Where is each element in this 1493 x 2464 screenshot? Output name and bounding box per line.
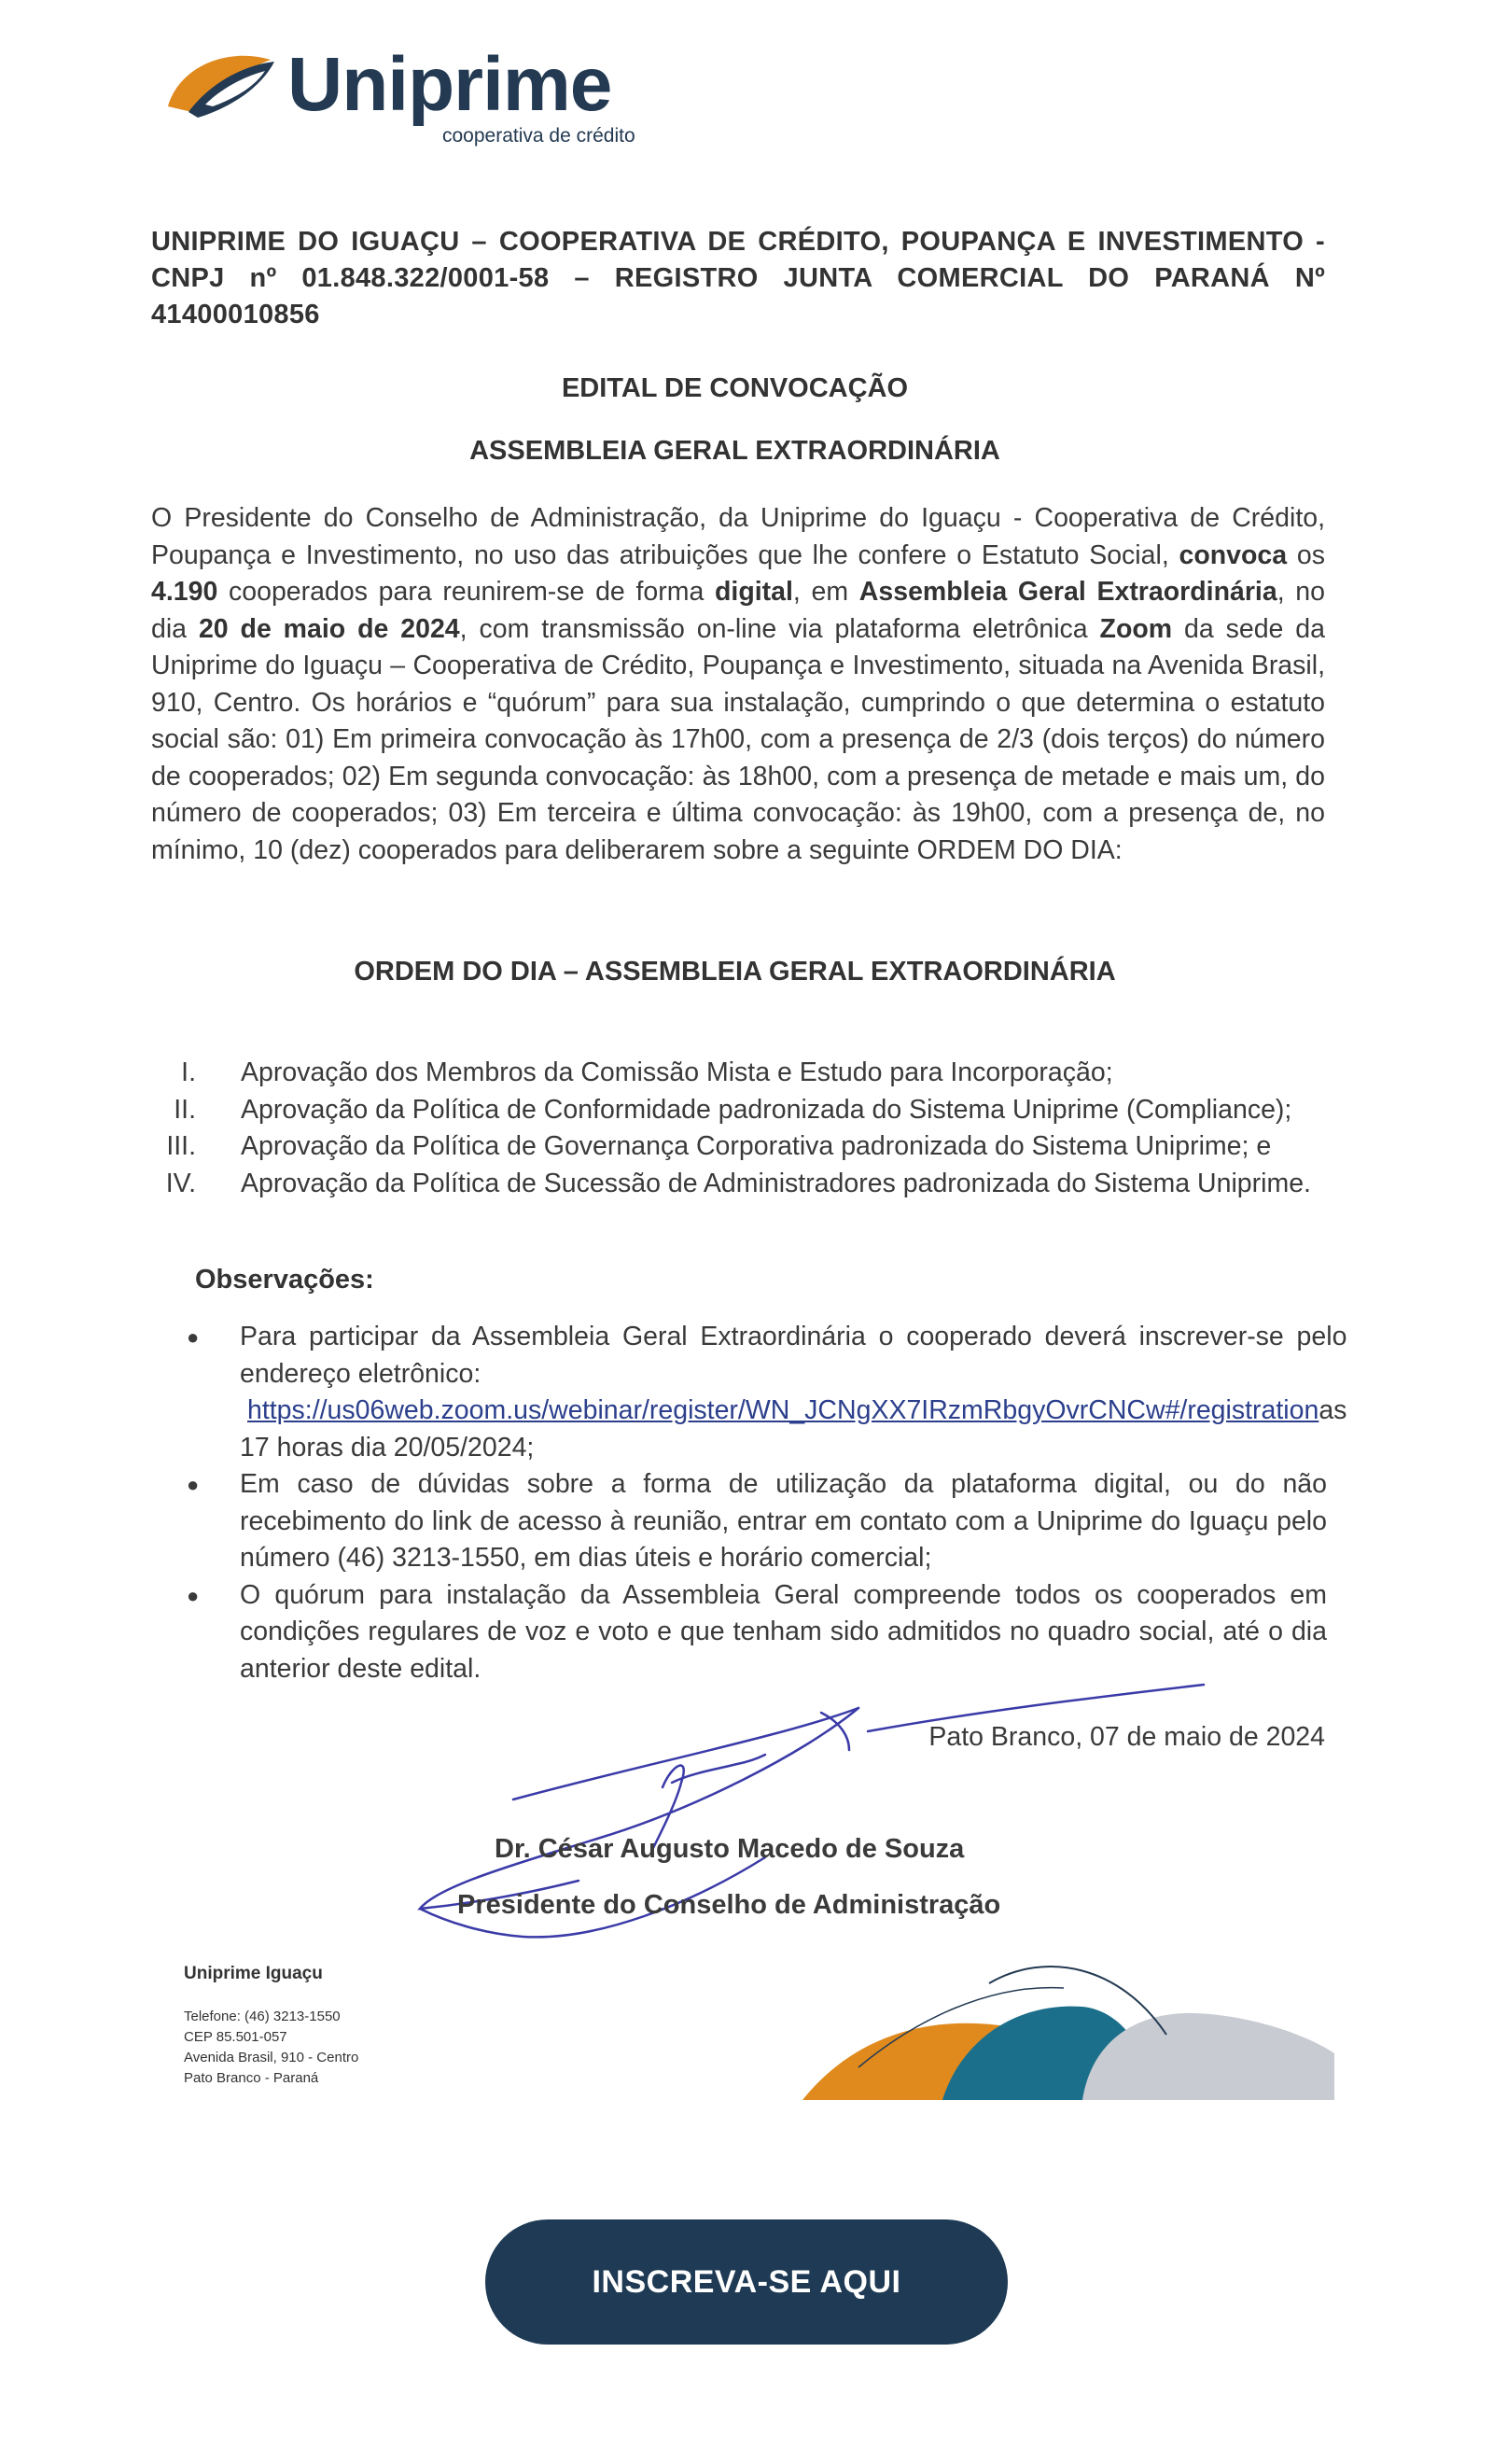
agenda-list <box>140 1055 1327 1202</box>
list-item <box>187 1319 1347 1466</box>
list-item <box>140 1166 1327 1203</box>
list-item <box>140 1055 1327 1092</box>
bullet-text-line: as <box>1319 1395 1347 1425</box>
paragraph-bold: 20 de maio de 2024 <box>198 613 460 644</box>
list-item <box>140 1128 1327 1166</box>
paragraph-text: O Presidente do Conselho de Administração, da Uniprime do Iguaçu - Cooperativa de Crédito, Poupança e Investimento, no uso das atribuições que lhe confere o Estatuto Social, <box>151 503 1325 570</box>
bullet-icon: ● <box>187 1473 200 1496</box>
signatory-role: Presidente do Conselho de Administração <box>457 1890 1001 1920</box>
paragraph-text: os <box>1287 539 1325 570</box>
item-text: Aprovação da Política de Conformidade padronizada do Sistema Uniprime (Compliance); <box>241 1094 1292 1125</box>
bullet-text-line: 17 horas dia 20/05/2024; <box>240 1432 535 1463</box>
signatory-name: Dr. César Augusto Macedo de Souza <box>495 1834 965 1864</box>
list-item <box>187 1577 1327 1688</box>
paragraph-bold: Zoom <box>1099 613 1173 644</box>
paragraph-text: , em <box>792 577 859 607</box>
paragraph-text: , com transmissão on-line via plataforma eletrônica <box>459 613 1100 644</box>
item-number: III. <box>166 1131 196 1161</box>
inscreva-se-button[interactable]: INSCREVA-SE AQUI <box>485 2219 1008 2345</box>
footer-address: Avenida Brasil, 910 - Centro <box>184 2050 359 2065</box>
decorative-swoosh-graphic <box>802 1946 1334 2100</box>
observacoes-title: Observações: <box>195 1265 374 1295</box>
paragraph-bold: convoca <box>1179 539 1288 570</box>
edital-title: EDITAL DE CONVOCAÇÃO <box>561 373 909 403</box>
convocation-paragraph <box>151 500 1325 869</box>
item-number: IV. <box>165 1168 196 1198</box>
paragraph-bold: 4.190 <box>151 577 218 607</box>
item-text: Aprovação dos Membros da Comissão Mista e Estudo para Incorporação; <box>241 1057 1113 1087</box>
bullet-text: Em caso de dúvidas sobre a forma de utilização da plataforma digital, ou do não recebimento do link de acesso à reunião, entrar em contato com a Uniprime do Iguaçu pelo número (46) 3213-1550, em dias úteis e horário comercial; <box>240 1469 1327 1573</box>
uniprime-logo <box>160 39 664 151</box>
footer-company-name: Uniprime Iguaçu <box>184 1964 323 1983</box>
logo-tagline: cooperativa de crédito <box>442 125 635 147</box>
document-heading: UNIPRIME DO IGUAÇU – COOPERATIVA DE CRÉDITO, POUPANÇA E INVESTIMENTO - CNPJ nº 01.848.322/0001-58 – REGISTRO JUNTA COMERCIAL DO PARANÁ Nº 41400010856 <box>151 227 1325 329</box>
item-text: Aprovação da Política de Governança Corporativa padronizada do Sistema Uniprime; e <box>241 1131 1272 1161</box>
list-item <box>187 1466 1327 1577</box>
ordem-title: ORDEM DO DIA – ASSEMBLEIA GERAL EXTRAORDINÁRIA <box>354 957 1116 987</box>
paragraph-bold: digital <box>715 577 793 607</box>
paragraph-text: da sede da Uniprime do Iguaçu – Cooperativa de Crédito, Poupança e Investimento, situada na Avenida Brasil, 910, Centro. Os horários e “quórum” para sua instalação, cumprindo o que determina o estatuto social são: 01) Em primeira convocação às 17h00, com a presença de 2/3 (dois terços) do número de cooperados; 02) Em segunda convocação: às 18h00, com a presença de metade e mais um, do número de cooperados; 03) Em terceira e última convocação: às 19h00, com a presença de, no mínimo, 10 (dez) cooperados para deliberarem sobre a seguinte ORDEM DO DIA: <box>151 613 1325 865</box>
footer-cep: CEP 85.501-057 <box>184 2029 287 2045</box>
registration-link[interactable]: https://us06web.zoom.us/webinar/register/WN_JCNgXX7IRzmRbgyOvrCNCw#/registration <box>247 1395 1319 1425</box>
bullet-icon: ● <box>187 1583 200 1607</box>
footer-phone: Telefone: (46) 3213-1550 <box>184 2009 341 2024</box>
document-date: Pato Branco, 07 de maio de 2024 <box>928 1722 1325 1752</box>
list-item <box>140 1092 1327 1129</box>
footer-contact <box>184 2007 358 2089</box>
logo-name: Uniprime <box>287 42 612 127</box>
uniprime-swoosh-icon <box>160 39 282 123</box>
paragraph-text: , no dia <box>151 577 1326 644</box>
bullet-text <box>240 1319 1346 1466</box>
paragraph-text: cooperados para reunirem-se de forma <box>217 577 715 607</box>
assembleia-title: ASSEMBLEIA GERAL EXTRAORDINÁRIA <box>469 436 1000 466</box>
observacoes-list <box>187 1319 1347 1687</box>
footer-city: Pato Branco - Paraná <box>184 2070 319 2086</box>
bullet-icon: ● <box>187 1325 200 1349</box>
item-text: Aprovação da Política de Sucessão de Administradores padronizada do Sistema Uniprime. <box>241 1168 1311 1198</box>
bullet-text-line: Para participar da Assembleia Geral Extraordinária o cooperado deverá inscrever-se pelo endereço eletrônico: <box>240 1322 1347 1389</box>
item-number: II. <box>174 1094 196 1125</box>
paragraph-bold: Assembleia Geral Extraordinária <box>858 577 1277 607</box>
link-line <box>240 1393 1346 1430</box>
bullet-text: O quórum para instalação da Assembleia Geral compreende todos os cooperados em condições regulares de voz e voto e que tenham sido admitidos no quadro social, até o dia anterior deste edital. <box>240 1579 1327 1684</box>
item-number: I. <box>181 1057 196 1087</box>
